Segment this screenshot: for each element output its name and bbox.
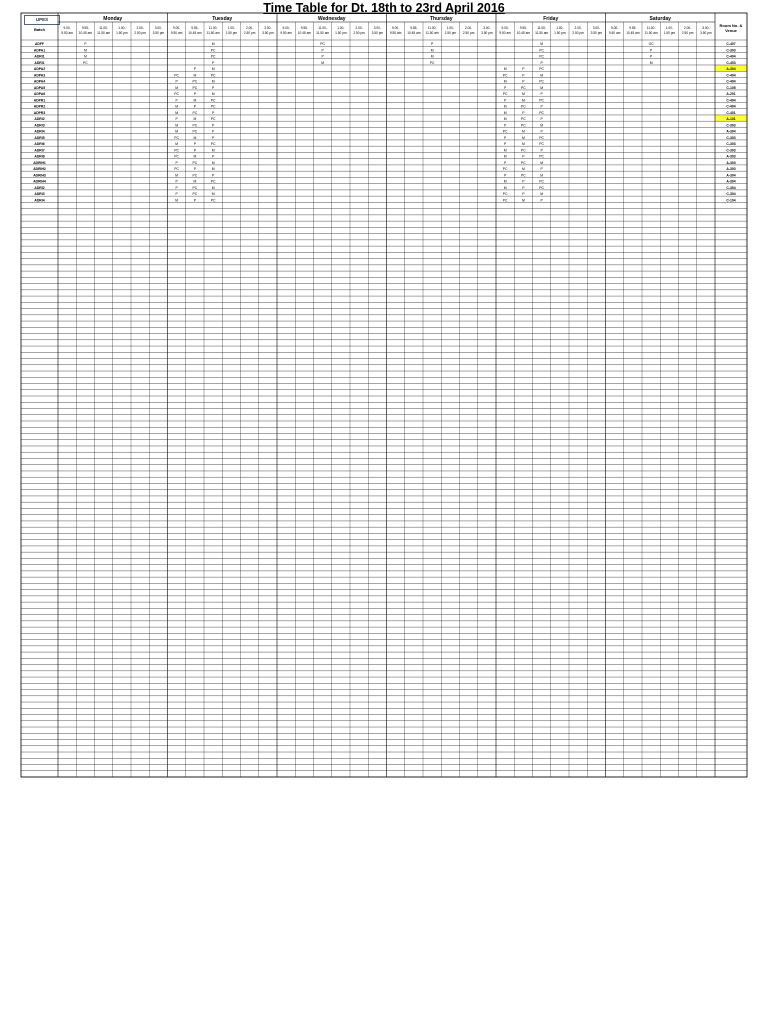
class-cell: PC <box>539 54 544 59</box>
class-cell: PC <box>539 48 544 53</box>
room-label: A-303 <box>726 160 736 165</box>
batch-label: ADRI5 <box>34 135 45 140</box>
class-cell: PC <box>521 173 526 178</box>
class-cell: P <box>84 42 87 47</box>
slot-header: 3.00- <box>592 26 601 30</box>
class-cell: P <box>175 185 178 190</box>
batch-label: ADPR2 <box>33 104 46 109</box>
class-cell: P <box>430 42 434 47</box>
class-cell: M <box>540 173 544 178</box>
slot-header: 1.00- <box>227 26 236 30</box>
slot-header: 10.45 am <box>407 31 421 35</box>
slot-header: 9.50 am <box>170 31 183 35</box>
batch-label: ADRI1 <box>34 54 45 59</box>
class-cell: PC <box>539 79 544 84</box>
slot-header: 3.00- <box>483 26 491 30</box>
room-label: C-105 <box>726 85 736 90</box>
room-label: C-404 <box>726 54 736 59</box>
class-cell: P <box>649 48 653 53</box>
class-cell: PC <box>539 67 544 72</box>
slot-header: 10.45 am <box>297 31 312 35</box>
class-cell: P <box>193 104 197 109</box>
slot-header: 3.50 pm <box>700 31 712 35</box>
slot-header: 2.50 pm <box>681 31 694 35</box>
class-cell: PC <box>521 123 526 128</box>
class-cell: P <box>193 67 197 72</box>
class-cell: M <box>540 42 544 47</box>
slot-header: 1.50 pm <box>554 31 566 35</box>
slot-header: 9.00- <box>172 26 181 30</box>
batch-label: ADPR3 <box>33 110 46 115</box>
batch-label: ADRI1 <box>34 60 45 65</box>
class-cell: PC <box>192 192 198 197</box>
class-cell: M <box>430 48 434 53</box>
class-cell: P <box>522 154 525 159</box>
class-cell: M <box>193 179 197 184</box>
class-cell: PC <box>521 104 526 109</box>
batch-label: ADRIH1 <box>33 160 46 165</box>
batch-label: ADRI4 <box>34 198 45 203</box>
class-cell: P <box>522 73 525 78</box>
slot-header: 11.50 am <box>535 31 549 35</box>
class-cell: P <box>522 79 525 84</box>
slot-header: 9.55- <box>191 26 199 30</box>
class-cell: PC <box>174 92 179 97</box>
class-cell: P <box>540 117 543 122</box>
day-header: Saturday <box>649 16 671 22</box>
class-cell: PC <box>210 198 216 203</box>
class-cell: P <box>540 198 543 203</box>
slot-header: 1.50 pm <box>116 31 128 35</box>
slot-header: 9.50 am <box>499 31 511 35</box>
class-cell: M <box>540 85 544 90</box>
class-cell: M <box>193 135 197 140</box>
slot-header: 10.45 am <box>626 31 640 35</box>
room-label: C-104 <box>726 198 736 203</box>
class-cell: P <box>522 110 525 115</box>
batch-label: ADRI4 <box>34 129 45 134</box>
class-cell: PC <box>521 148 526 153</box>
day-header: Friday <box>543 16 559 22</box>
slot-header: 2.50 pm <box>353 31 365 35</box>
class-cell: PC <box>539 185 544 190</box>
class-cell: P <box>540 92 543 97</box>
class-cell: P <box>522 67 525 72</box>
batch-label: ADFF <box>34 42 45 47</box>
class-cell: M <box>211 42 215 47</box>
slot-header: 11.00- <box>208 26 218 30</box>
class-cell: PC <box>192 129 198 134</box>
class-cell: P <box>193 198 197 203</box>
batch-label: ADPR1 <box>33 98 46 103</box>
class-cell: PC <box>83 60 88 65</box>
class-cell: M <box>540 73 544 78</box>
slot-header: 1.50 pm <box>225 31 238 35</box>
slot-header: 9.55- <box>519 26 528 30</box>
class-cell: PC <box>521 85 526 90</box>
day-header: Monday <box>103 16 123 22</box>
batch-header: Batch <box>33 27 46 32</box>
slot-header: 9.00- <box>391 26 400 30</box>
room-header: Room No. & <box>719 23 743 28</box>
slot-header: 10.45 am <box>188 31 202 35</box>
slot-header: 2.00- <box>355 26 363 30</box>
class-cell: M <box>175 198 179 203</box>
class-cell: M <box>211 192 215 197</box>
slot-header: 2.00- <box>136 26 144 30</box>
class-cell: M <box>211 167 215 172</box>
class-cell: M <box>175 104 179 109</box>
slot-header: 2.50 pm <box>462 31 475 35</box>
class-cell: M <box>175 123 179 128</box>
class-cell: M <box>521 142 525 147</box>
slot-header: 2.50 pm <box>243 31 256 35</box>
class-cell: P <box>211 129 215 134</box>
class-cell: M <box>503 148 507 153</box>
class-cell: P <box>540 148 543 153</box>
batch-label: ADRI6 <box>34 142 45 147</box>
slot-header: 11.50 am <box>206 31 220 35</box>
room-label: C-304 <box>726 192 736 197</box>
room-label: C-303 <box>726 148 736 153</box>
class-cell: P <box>649 54 653 59</box>
class-cell: PC <box>192 185 198 190</box>
class-cell: P <box>175 117 178 122</box>
university-logo: UPES <box>24 15 60 25</box>
room-label: C-304 <box>726 185 736 190</box>
slot-header: 1.00- <box>446 26 455 30</box>
slot-header: 9.00- <box>610 26 619 30</box>
class-cell: P <box>503 142 507 147</box>
class-cell: P <box>175 160 178 165</box>
class-cell: M <box>211 160 215 165</box>
class-cell: M <box>503 104 507 109</box>
slot-header: 2.00- <box>683 26 692 30</box>
slot-header: 11.50 am <box>425 31 439 35</box>
class-cell: PC <box>192 85 198 90</box>
class-cell: P <box>193 148 197 153</box>
class-cell: PC <box>210 142 216 147</box>
batch-label: ADRIH2 <box>33 167 46 172</box>
class-cell: P <box>540 60 543 65</box>
class-cell: PC <box>502 92 508 97</box>
slot-header: 3.50 pm <box>371 31 384 35</box>
room-label: A-304 <box>726 67 736 72</box>
room-header-venue: Venue <box>725 28 737 33</box>
slot-header: 11.50 am <box>97 31 111 35</box>
batch-label: ADPA5 <box>33 85 46 90</box>
class-cell: M <box>211 67 215 72</box>
class-cell: M <box>540 192 544 197</box>
class-cell: M <box>503 179 507 184</box>
batch-label: ADRI3 <box>34 123 45 128</box>
class-cell: P <box>211 135 215 140</box>
slot-header: 3.50 pm <box>262 31 274 35</box>
class-cell: PC <box>320 42 325 47</box>
room-label: C-404 <box>726 104 736 109</box>
slot-header: 3.00- <box>264 26 272 30</box>
class-cell: P <box>503 135 507 140</box>
slot-header: 2.50 pm <box>572 31 584 35</box>
room-label: A-304 <box>726 173 736 178</box>
batch-label: ADPA3 <box>33 73 46 78</box>
class-cell: M <box>211 92 215 97</box>
class-cell: P <box>175 79 178 84</box>
class-cell: P <box>211 110 215 115</box>
room-label: A-303 <box>726 167 736 172</box>
class-cell: M <box>521 135 525 140</box>
class-cell: PC <box>539 98 544 103</box>
class-cell: PC <box>174 148 179 153</box>
batch-label: ADRI2 <box>34 117 45 122</box>
room-label: C-404 <box>726 98 736 103</box>
slot-header: 9.50 am <box>389 31 402 35</box>
room-label: C-401 <box>726 110 736 115</box>
slot-header: 2.00- <box>574 26 582 30</box>
room-label: C-303 <box>726 135 736 140</box>
class-cell: PC <box>539 154 544 159</box>
slot-header: 3.50 pm <box>481 31 493 35</box>
class-cell: M <box>521 129 525 134</box>
class-cell: M <box>521 167 525 172</box>
slot-header: 11.50 am <box>644 31 658 35</box>
room-label: C-407 <box>726 42 736 47</box>
slot-header: 9.50 am <box>61 31 73 35</box>
class-cell: P <box>540 167 543 172</box>
class-cell: PC <box>539 142 544 147</box>
class-cell: P <box>175 179 178 184</box>
slot-header: 3.50 pm <box>152 31 165 35</box>
slot-header: 3.00- <box>702 26 710 30</box>
batch-label: ADRIH4 <box>33 179 46 184</box>
slot-header: 3.50 pm <box>590 31 603 35</box>
class-cell: PC <box>429 60 435 65</box>
room-label: C-303 <box>726 123 736 128</box>
class-cell: M <box>503 67 507 72</box>
slot-header: 2.00- <box>245 26 254 30</box>
slot-header: 9.55- <box>629 26 637 30</box>
batch-label: ADRI3 <box>34 192 45 197</box>
class-cell: M <box>321 60 325 65</box>
class-cell: PC <box>502 73 508 78</box>
slot-header: 9.50 am <box>608 31 621 35</box>
slot-header: 1.00- <box>556 26 564 30</box>
slot-header: 3.00- <box>154 26 163 30</box>
class-cell: P <box>540 129 543 134</box>
class-cell: P <box>211 123 215 128</box>
day-header: Tuesday <box>212 16 233 22</box>
room-label: A-304 <box>726 179 736 184</box>
class-cell: M <box>503 117 507 122</box>
class-cell: M <box>193 154 197 159</box>
slot-header: 9.00- <box>282 26 290 30</box>
class-cell: PC <box>174 135 179 140</box>
class-cell: PC <box>192 110 198 115</box>
slot-header: 9.00- <box>63 26 71 30</box>
page-title: Time Table for Dt. 18th to 23rd April 2016 <box>263 1 505 15</box>
batch-label: ADPA6 <box>33 92 46 97</box>
batch-label: ADRI2 <box>34 185 45 190</box>
class-cell: M <box>430 54 434 59</box>
room-label: C-404 <box>726 73 736 78</box>
class-cell: M <box>211 79 215 84</box>
class-cell: PC <box>210 104 216 109</box>
class-cell: M <box>193 98 197 103</box>
class-cell: P <box>522 179 525 184</box>
day-header: Thursday <box>429 16 453 22</box>
class-cell: M <box>503 154 507 159</box>
class-cell: PC <box>502 167 508 172</box>
class-cell: PC <box>192 79 198 84</box>
class-cell: PC <box>192 160 198 165</box>
class-cell: P <box>522 192 525 197</box>
class-cell: P <box>321 54 324 59</box>
class-cell: M <box>503 79 507 84</box>
slot-header: 1.50 pm <box>444 31 457 35</box>
slot-header: 1.00- <box>337 26 345 30</box>
room-label: A-101 <box>726 117 736 122</box>
class-cell: M <box>540 123 544 128</box>
class-cell: PC <box>192 173 198 178</box>
room-label: C-303 <box>726 142 736 147</box>
class-cell: M <box>211 148 215 153</box>
class-cell: M <box>211 185 215 190</box>
class-cell: M <box>521 198 525 203</box>
class-cell: PC <box>502 129 508 134</box>
slot-header: 9.00- <box>501 26 509 30</box>
batch-label: ADRI7 <box>34 148 45 153</box>
slot-header: 2.00- <box>464 26 473 30</box>
batch-label: ADPA1 <box>33 48 46 53</box>
class-cell: P <box>321 48 324 53</box>
class-cell: PC <box>174 167 179 172</box>
batch-label: ADRI8 <box>34 154 45 159</box>
class-cell: P <box>211 154 215 159</box>
slot-header: 9.50 am <box>280 31 292 35</box>
class-cell: M <box>175 129 179 134</box>
class-cell: PC <box>210 117 216 122</box>
room-label: C-403 <box>726 60 736 65</box>
slot-header: 1.00- <box>118 26 126 30</box>
class-cell: PC <box>521 160 526 165</box>
class-cell: M <box>175 173 179 178</box>
room-label: A-303 <box>726 154 736 159</box>
slot-header: 9.55- <box>81 26 90 30</box>
class-cell: P <box>175 192 178 197</box>
class-cell: M <box>175 85 179 90</box>
class-cell: P <box>193 92 197 97</box>
class-cell: M <box>521 92 525 97</box>
room-label: C-404 <box>726 79 736 84</box>
class-cell: PC <box>539 110 544 115</box>
slot-header: 1.50 pm <box>663 31 676 35</box>
slot-header: 11.50 am <box>316 31 330 35</box>
class-cell: P <box>540 104 543 109</box>
class-cell: P <box>211 60 215 65</box>
class-cell: M <box>193 117 197 122</box>
class-cell: M <box>503 110 507 115</box>
class-cell: P <box>503 85 507 90</box>
room-label: C-303 <box>726 48 736 53</box>
class-cell: M <box>83 48 87 53</box>
batch-label: ADRIH3 <box>33 173 46 178</box>
batch-label: ADPA2 <box>33 67 46 72</box>
class-cell: M <box>83 54 87 59</box>
slot-header: 11.00- <box>318 26 328 30</box>
class-cell: P <box>175 98 178 103</box>
class-cell: P <box>211 85 215 90</box>
slot-header: 3.00- <box>373 26 382 30</box>
class-cell: P <box>503 160 507 165</box>
slot-header: 1.50 pm <box>335 31 347 35</box>
class-cell: PC <box>539 135 544 140</box>
class-cell: M <box>649 60 653 65</box>
class-cell: PC <box>174 73 179 78</box>
slot-header: 10.45 am <box>78 31 93 35</box>
class-cell: P <box>211 173 215 178</box>
class-cell: M <box>503 185 507 190</box>
class-cell: PC <box>192 123 198 128</box>
class-cell: P <box>193 142 197 147</box>
class-cell: M <box>193 73 197 78</box>
slot-header: 9.55- <box>410 26 418 30</box>
slot-header: 11.00- <box>646 26 656 30</box>
day-header: Wednesday <box>317 16 346 22</box>
class-cell: P <box>503 173 507 178</box>
class-cell: PC <box>210 73 216 78</box>
slot-header: 10.45 am <box>516 31 531 35</box>
class-cell: M <box>175 110 179 115</box>
class-cell: M <box>540 160 544 165</box>
class-cell: PC <box>502 192 508 197</box>
class-cell: PC <box>210 98 216 103</box>
class-cell: P <box>522 185 525 190</box>
class-cell: PC <box>210 48 216 53</box>
class-cell: P <box>193 167 197 172</box>
class-cell: PC <box>210 54 216 59</box>
slot-header: 9.55- <box>300 26 309 30</box>
class-cell: P <box>503 98 507 103</box>
slot-header: 11.00- <box>427 26 437 30</box>
class-cell: PC <box>210 179 216 184</box>
room-label: A-201 <box>726 92 736 97</box>
class-cell: PC <box>521 117 526 122</box>
class-cell: PC <box>502 198 508 203</box>
slot-header: 11.00- <box>537 26 547 30</box>
room-label: A-304 <box>726 129 736 134</box>
class-cell: M <box>521 98 525 103</box>
slot-header: 2.50 pm <box>134 31 146 35</box>
class-cell: OC <box>648 42 654 47</box>
slot-header: 1.00- <box>665 26 674 30</box>
batch-label: ADPA4 <box>33 79 46 84</box>
class-cell: M <box>175 142 179 147</box>
class-cell: P <box>503 123 507 128</box>
class-cell: PC <box>539 179 544 184</box>
slot-header: 11.00- <box>99 26 109 30</box>
class-cell: PC <box>174 154 179 159</box>
